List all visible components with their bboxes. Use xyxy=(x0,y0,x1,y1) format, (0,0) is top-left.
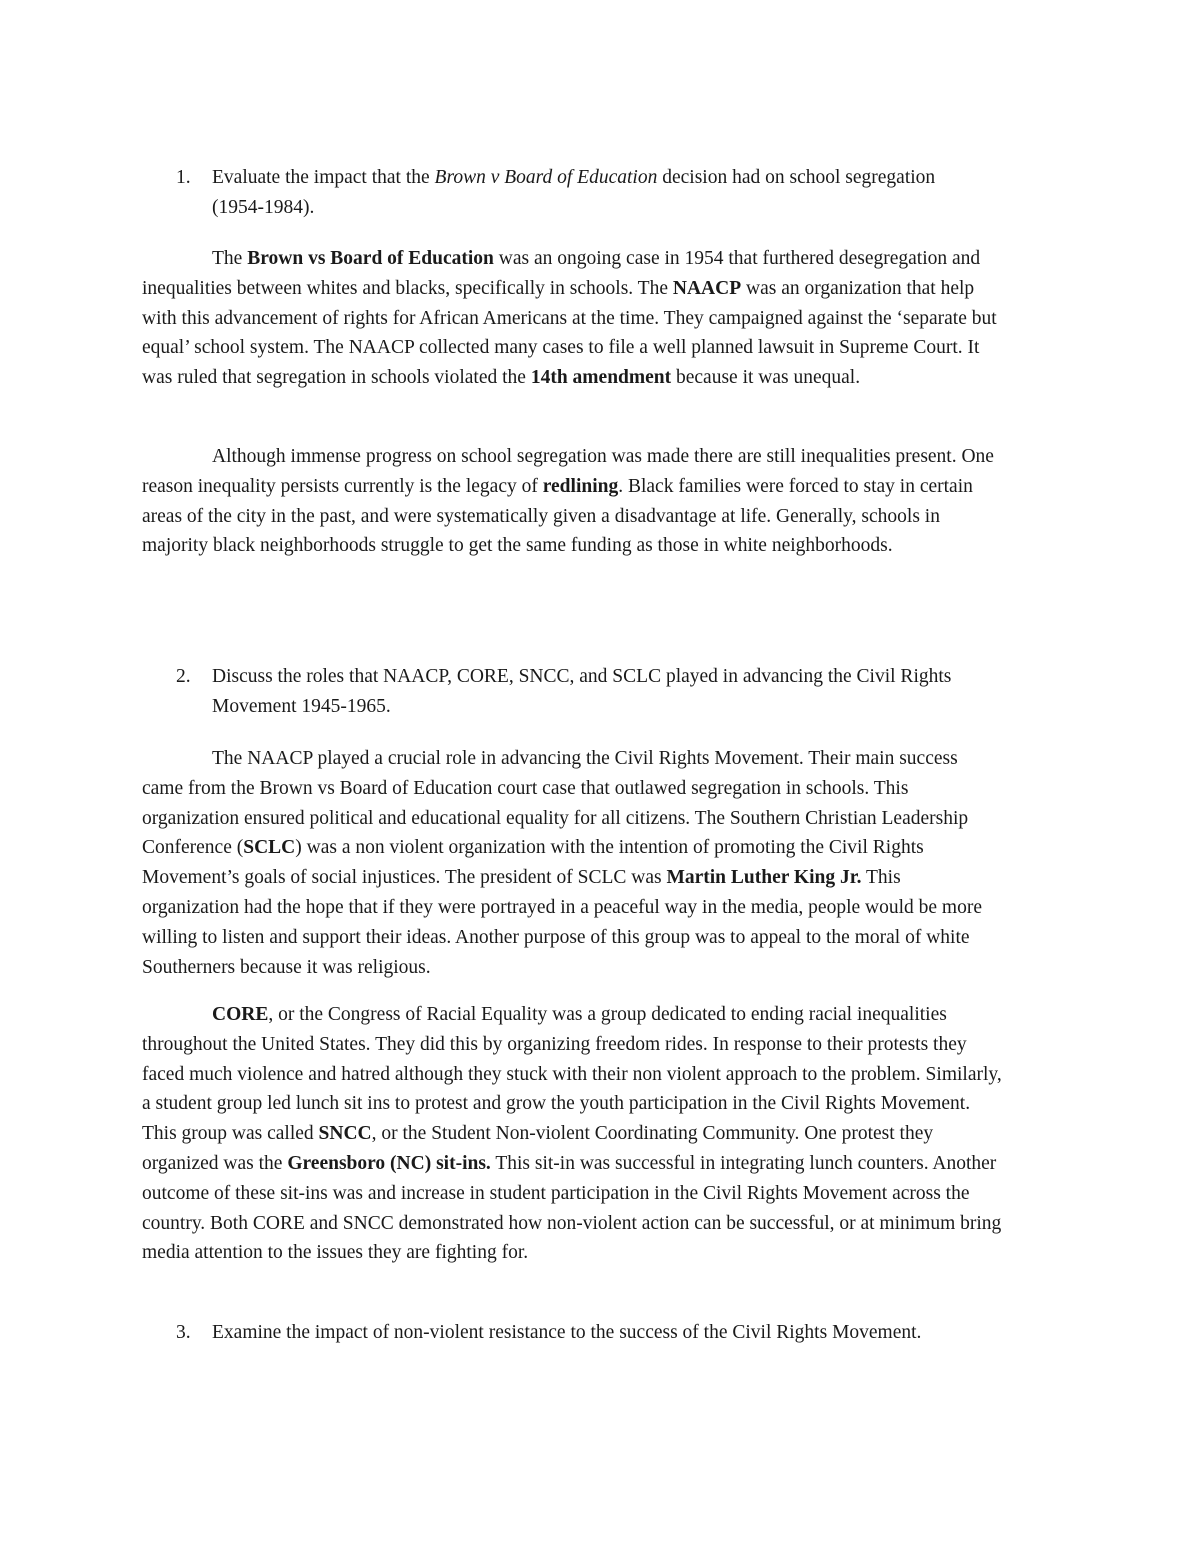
bold-term: 14th amendment xyxy=(530,367,672,389)
bold-term: SNCC xyxy=(318,1123,372,1145)
answer-1-paragraph-1: The Brown vs Board of Education was an ongoing case in 1954 that furthered desegregation and inequalities between whites and blacks, specifically in schools. The NAACP was an organization that help with this advancement of rights for African Americans at the time. They campaigned against the ‘separate but equal’ school system. The NAACP collected many cases to file a well planned lawsuit in Supreme Court. It was ruled that segregation in schools violated the 14th amendment because it was unequal. xyxy=(142,248,997,389)
question-text: Examine the impact of non-violent resistance to the success of the Civil Rights Movement. xyxy=(212,1322,922,1343)
question-number: 1. xyxy=(176,167,191,188)
question-number: 2. xyxy=(176,666,191,687)
bold-term: Martin Luther King Jr. xyxy=(666,867,862,889)
question-1 xyxy=(142,163,1002,222)
question-number: 3. xyxy=(176,1322,191,1343)
question-text: Discuss the roles that NAACP, CORE, SNCC, and SCLC played in advancing the Civil Rights Movement 1945-1965. xyxy=(212,666,952,717)
bold-term: redlining xyxy=(542,475,619,497)
bold-term: NAACP xyxy=(672,277,742,299)
case-title: Brown v Board of Education xyxy=(434,167,658,188)
answer-2-paragraph-1: The NAACP played a crucial role in advancing the Civil Rights Movement. Their main success came from the Brown vs Board of Education court case that outlawed segregation in schools. This organization ensured political and educational equality for all citizens. The Southern Christian Leadership Conference (SCLC) was a non violent organization with the intention of promoting the Civil Rights Movement’s goals of social injustices. The president of SCLC was Martin Luther King Jr. This organization had the hope that if they were portrayed in a peaceful way in the media, people would be more willing to listen and support their ideas. Another purpose of this group was to appeal to the moral of white Southerners because it was religious. xyxy=(142,748,982,978)
question-text: Evaluate the impact that the Brown v Board of Education decision had on school segregation (1954-1984). xyxy=(212,167,936,218)
bold-term: SCLC xyxy=(243,837,296,859)
question-2 xyxy=(142,662,1002,721)
answer-2-paragraph-2: CORE, or the Congress of Racial Equality was a group dedicated to ending racial inequalities throughout the United States. They did this by organizing freedom rides. In response to their protests they faced much violence and hatred although they stuck with their non violent approach to the problem. Similarly, a student group led lunch sit ins to protest and grow the youth participation in the Civil Rights Movement. This group was called SNCC, or the Student Non-violent Coordinating Community. One protest they organized was the Greensboro (NC) sit-ins. This sit-in was successful in integrating lunch counters. Another outcome of these sit-ins was and increase in student participation in the Civil Rights Movement across the country. Both CORE and SNCC demonstrated how non-violent action can be successful, or at minimum bring media attention to the issues they are fighting for. xyxy=(142,1004,1002,1264)
answer-1-paragraph-2: Although immense progress on school segregation was made there are still inequalities present. One reason inequality persists currently is the legacy of redlining. Black families were forced to stay in certain areas of the city in the past, and were systematically given a disadvantage at life. Generally, schools in majority black neighborhoods struggle to get the same funding as those in white neighborhoods. xyxy=(142,446,994,557)
bold-term: CORE xyxy=(212,1004,269,1025)
bold-term: Greensboro (NC) sit-ins. xyxy=(287,1152,491,1174)
bold-term: Brown vs Board of Education xyxy=(247,248,494,269)
question-3 xyxy=(142,1318,1002,1348)
